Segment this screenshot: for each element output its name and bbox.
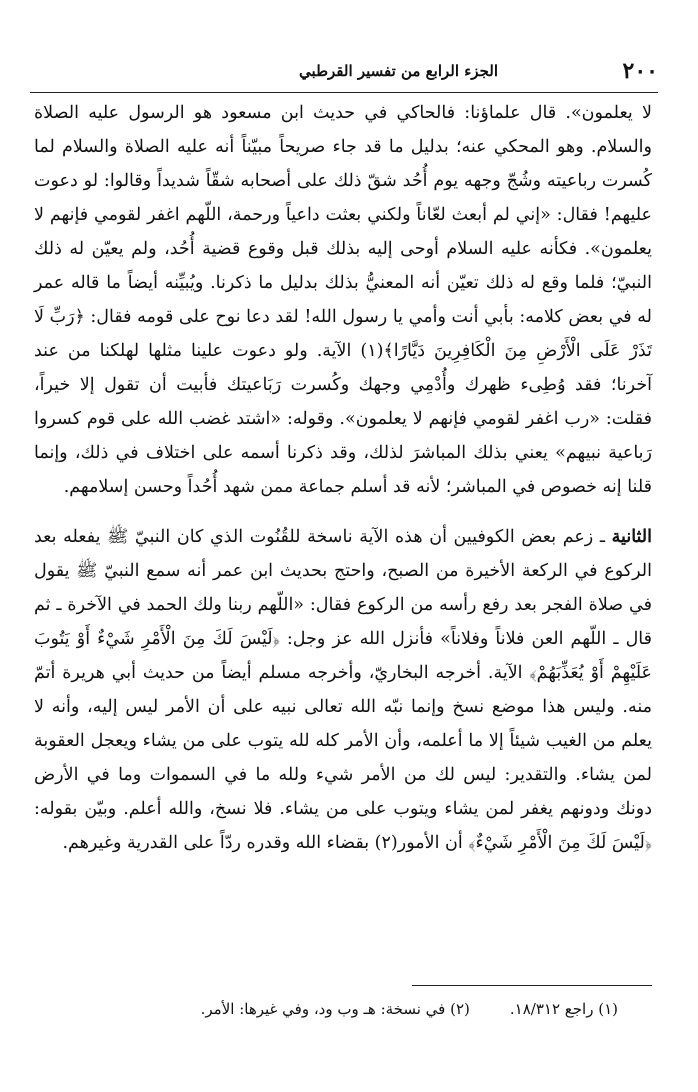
footnote-divider — [412, 985, 652, 986]
page-number: ٢٠٠ — [622, 58, 658, 84]
paragraph-2-text: ـ زعم بعض الكوفيين أن هذه الآية ناسخة للقُنُوت الذي كان النبيّ ﷺ يفعله بعد الركوع في الركعة الأخيرة من الصبح، واحتج بحديث ابن عمر أنه سمع النبيّ ﷺ يقول في صلاة الفجر بعد رفع رأسه من الركوع فقال: «اللّهم ربنا ولك الحمد في الآخرة ـ ثم قال ـ اللّهم العن فلاناً وفلاناً» فأنزل الله عز وجل: ﴿لَيْسَ لَكَ مِنَ الْأَمْرِ شَيْءٌ أَوْ يَتُوبَ عَلَيْهِمْ أَوْ يُعَذِّبَهُمْ﴾ الآية. أخرجه البخاريّ، وأخرجه مسلم أيضاً من حديث أبي هريرة أتمّ منه. وليس هذا موضع نسخ وإنما نبّه الله تعالى نبيه على أن الأمر ليس إليه، وأنه لا يعلم من الغيب شيئاً إلا ما أعلمه، وأن الأمر كله لله يتوب على من يشاء ويعجل العقوبة لمن يشاء. والتقدير: ليس لك من الأمر شيء ولله ما في السموات وما في الأرض دونك ودونهم يغفر لمن يشاء ويتوب على من يشاء. فلا نسخ، والله أعلم. وبيّن بقوله: ﴿لَيْسَ لَكَ مِنَ الْأَمْرِ شَيْءٌ﴾ أن الأمور(٢) بقضاء الله وقدره ردّاً على القدرية وغيرهم. — [34, 527, 652, 853]
paragraph-2 — [34, 520, 652, 860]
footnotes — [60, 998, 618, 1020]
running-title: الجزء الرابع من تفسير القرطبي — [299, 62, 498, 80]
paragraph-1: لا يعلمون». قال علماؤنا: فالحاكي في حديث ابن مسعود هو الرسول عليه الصلاة والسلام. وهو المحكي عنه؛ بدليل ما قد جاء صريحاً مبيّناً أنه عليه الصلاة والسلام لما كُسرت رباعيته وشُجّ وجهه يوم أُحُد شقّ ذلك على أصحابه شقّاً شديداً وقالوا: لو دعوت عليهم! فقال: «إني لم أبعث لعّاناً ولكني بعثت داعياً ورحمة، اللّهم اغفر لقومي فإنهم لا يعلمون». فكأنه عليه السلام أوحى إليه بذلك قبل وقوع قضية أُحُد، ولم يعيّن له ذلك النبيّ؛ فلما وقع له ذلك تعيّن أنه المعنيُّ بذلك بدليل ما ذكرنا. ويُبيِّنه أيضاً ما قاله عمر له في بعض كلامه: بأبي أنت وأمي يا رسول الله! لقد دعا نوح على قومه فقال: ﴿رَبِّ لَا تَذَرْ عَلَى الْأَرْضِ مِنَ الْكَافِرِينَ دَيَّارًا﴾(١) الآية. ولو دعوت علينا مثلها لهلكنا من عند آخرنا؛ فقد وُطِىء ظهرك وأُدْمِي وجهك وكُسرت رَبَاعيتك فأبيت أن تقول إلا خيراً، فقلت: «رب اغفر لقومي فإنهم لا يعلمون». وقوله: «اشتد غضب الله على قوم كسروا رَباعية نبيهم» يعني بذلك المباشرَ لذلك، وقد ذكرنا أسمه على اختلاف في ذلك، وإنما قلنا إنه خصوص في المباشر؛ لأنه قد أسلم جماعة ممن شهد أُحُداً وحسن إسلامهم. — [34, 103, 652, 497]
page-header — [30, 58, 658, 93]
footnote-1: (١) راجع ١٨/٣١٢. — [509, 1000, 618, 1018]
main-text — [34, 96, 652, 860]
footnote-2: (٢) في نسخة: هـ وب ود، وفي غيرها: الأمر. — [200, 1000, 470, 1018]
section-label: الثانية — [611, 527, 652, 547]
